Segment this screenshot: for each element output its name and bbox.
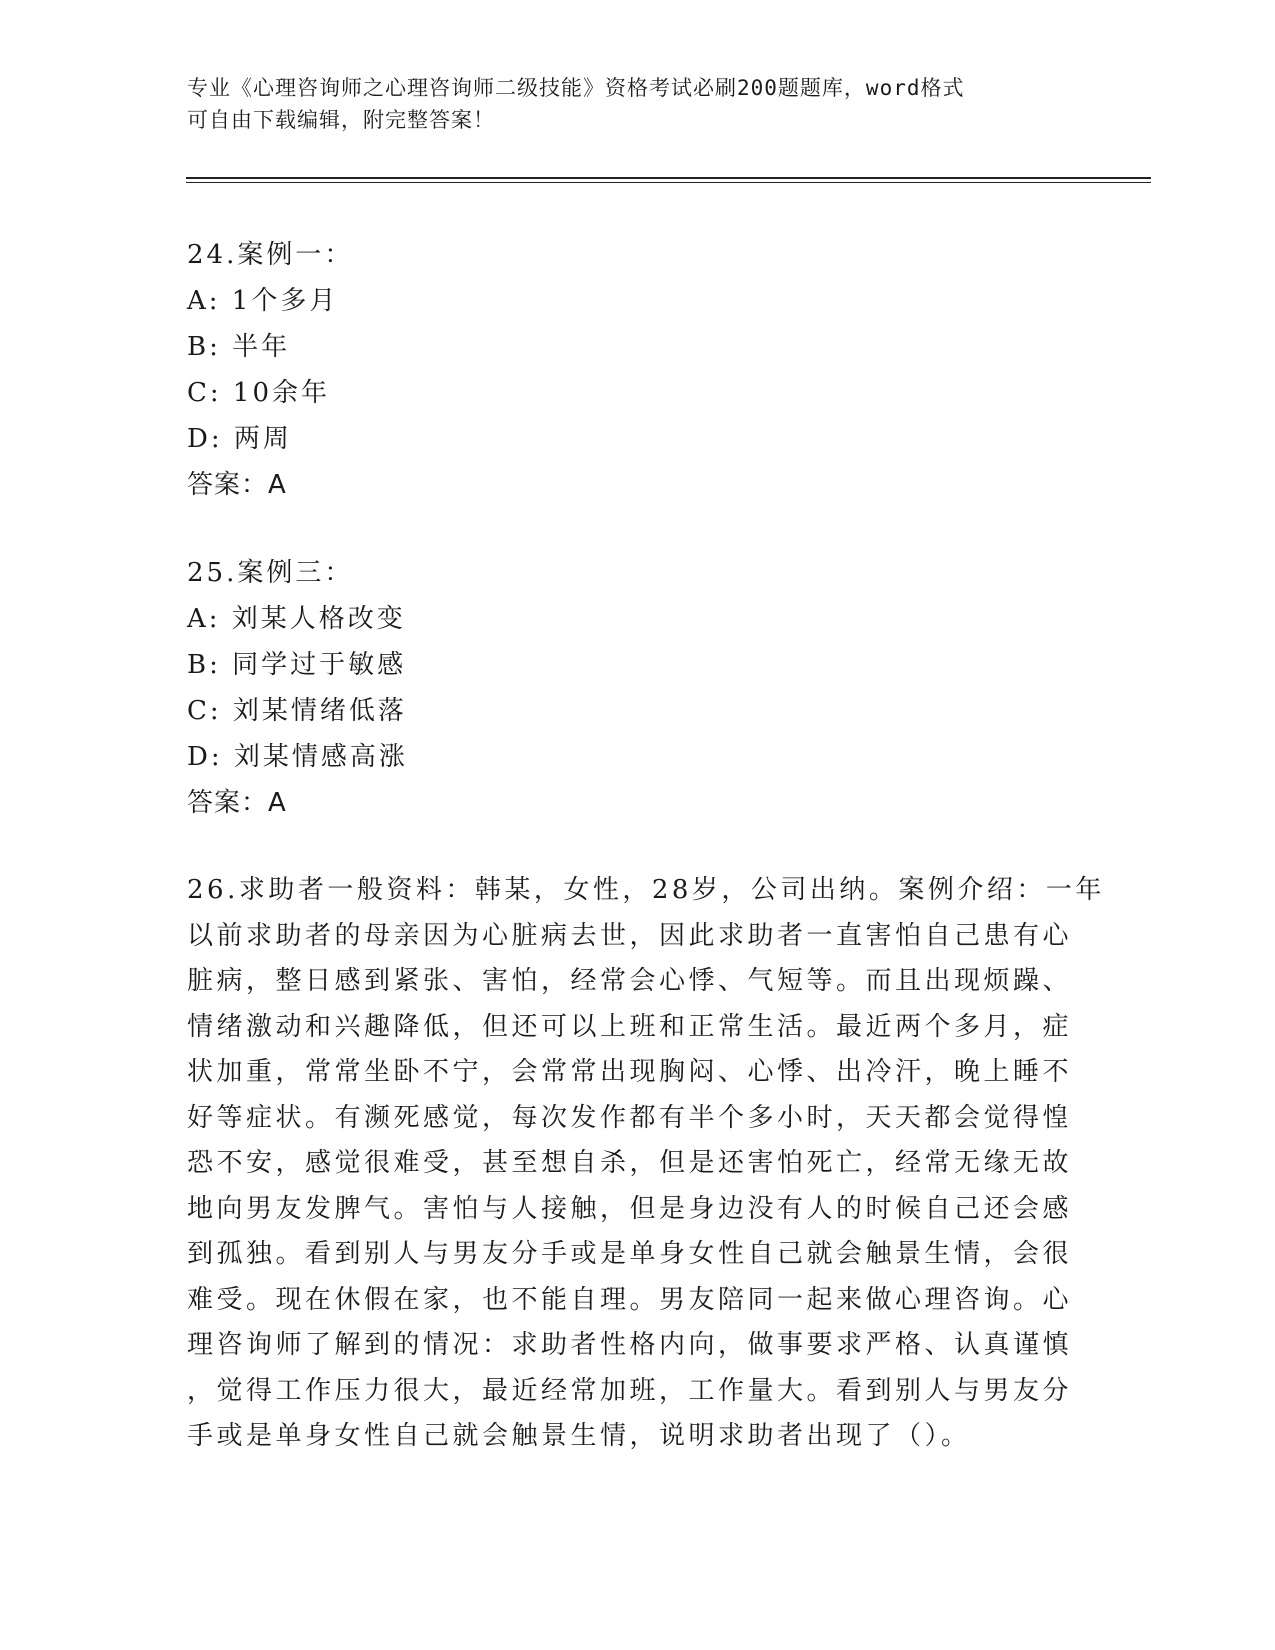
question-26-line: 恐不安，感觉很难受，甚至想自杀，但是还害怕死亡，经常无缘无故: [187, 1148, 1073, 1178]
document-header: [187, 72, 1087, 136]
question-26-line: 好等症状。有濒死感觉，每次发作都有半个多小时，天天都会觉得惶: [187, 1102, 1073, 1133]
question-26-line: 26.求助者一般资料：韩某，女性，28岁，公司出纳。案例介绍：一年: [187, 875, 1105, 905]
question-26-line: 理咨询师了解到的情况：求助者性格内向，做事要求严格、认真谨慎: [187, 1330, 1073, 1360]
question-stem: 24.案例一：: [187, 240, 354, 270]
question-26-line: 地向男友发脾气。害怕与人接触，但是身边没有人的时候自己还会感: [187, 1193, 1073, 1224]
question-24: [187, 232, 353, 508]
option-d: D: 刘某情感高涨: [187, 742, 408, 772]
question-26-line: 难受。现在休假在家，也不能自理。男友陪同一起来做心理咨询。心: [187, 1284, 1073, 1315]
option-c: C: 刘某情绪低落: [187, 696, 407, 726]
option-b: B: 半年: [187, 332, 291, 362]
header-divider-thick: [186, 177, 1151, 179]
answer-line: 答案：A: [187, 470, 287, 500]
question-25: [187, 550, 408, 826]
question-26-line: 情绪激动和兴趣降低，但还可以上班和正常生活。最近两个多月，症: [187, 1011, 1073, 1042]
question-26-line: 状加重，常常坐卧不宁，会常常出现胸闷、心悸、出冷汗，晚上睡不: [187, 1057, 1073, 1087]
option-a: A: 刘某人格改变: [187, 604, 406, 634]
option-c: C: 10余年: [187, 378, 331, 408]
question-stem: 25.案例三：: [187, 558, 354, 588]
header-title-line-1: 专业《心理咨询师之心理咨询师二级技能》资格考试必刷200题题库，word格式: [187, 76, 965, 100]
option-b: B: 同学过于敏感: [187, 650, 407, 680]
question-26-line: 手或是单身女性自己就会触景生情，说明求助者出现了（）。: [187, 1421, 971, 1451]
question-26: [187, 868, 1105, 1460]
question-26-line: ，觉得工作压力很大，最近经常加班，工作量大。看到别人与男友分: [187, 1375, 1073, 1406]
question-26-line: 到孤独。看到别人与男友分手或是单身女性自己就会触景生情，会很: [187, 1239, 1073, 1269]
header-divider-thin: [186, 182, 1151, 183]
option-a: A: 1个多月: [187, 286, 339, 316]
question-26-line: 以前求助者的母亲因为心脏病去世，因此求助者一直害怕自己患有心: [187, 920, 1073, 951]
header-title-line-2: 可自由下载编辑，附完整答案！: [187, 108, 495, 132]
question-26-line: 脏病，整日感到紧张、害怕，经常会心悸、气短等。而且出现烦躁、: [187, 966, 1073, 996]
answer-line: 答案：A: [187, 788, 287, 818]
option-d: D: 两周: [187, 424, 292, 454]
